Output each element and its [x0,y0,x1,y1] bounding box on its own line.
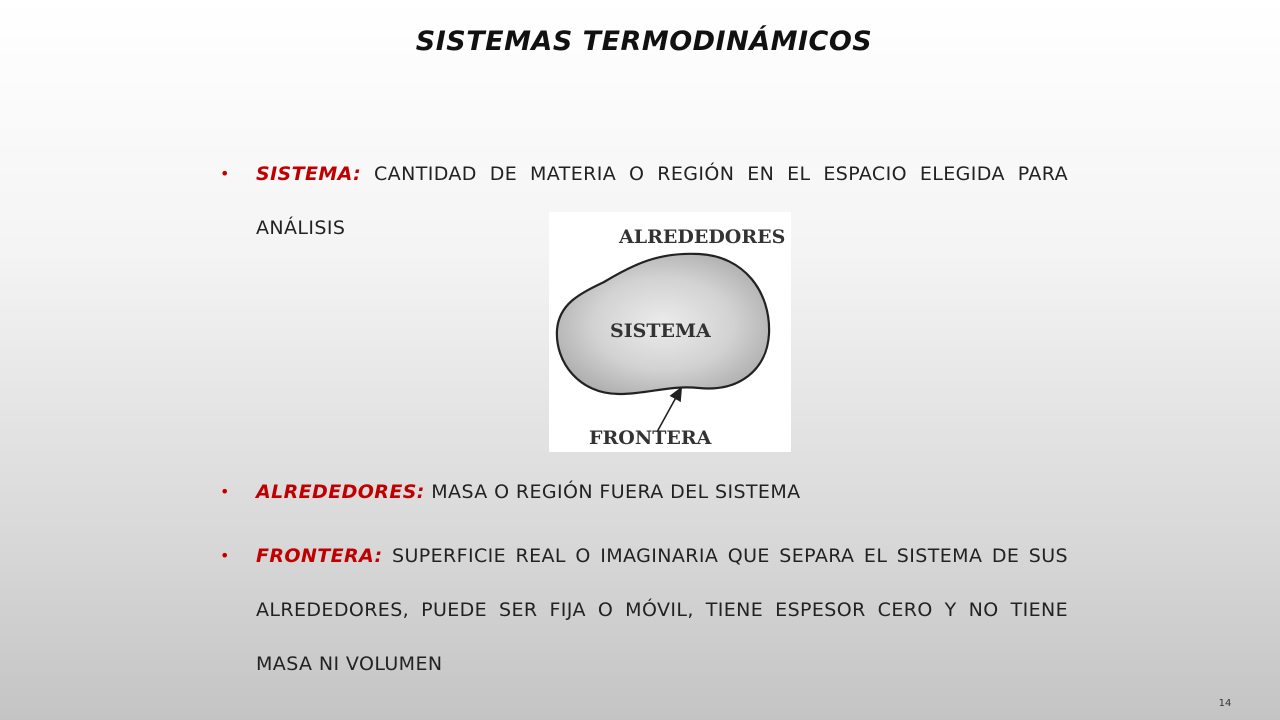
bullet-dot: • [220,482,230,501]
bullet-term: FRONTERA: [256,545,383,567]
page-number: 14 [1218,698,1232,709]
surroundings-label: ALREDEDORES [619,226,786,248]
boundary-label: FRONTERA [589,427,712,449]
bullet-frontera [220,529,1068,691]
boundary-arrow [657,392,679,432]
bullet-text: CANTIDAD DE MATERIA O REGIÓN EN EL ESPACIO ELEGIDA PARA ANÁLISIS [256,163,1068,239]
bullet-alrededores [220,465,1068,519]
system-diagram [549,212,791,452]
bullet-term: ALREDEDORES: [256,481,425,503]
bullet-text: SUPERFICIE REAL O IMAGINARIA QUE SEPARA EL SISTEMA DE SUS ALREDEDORES, PUEDE SER FIJA O MÓVIL, TIENE ESPESOR CERO Y NO TIENE MASA NI VOLUMEN [256,545,1068,675]
system-label: SISTEMA [610,320,711,342]
bullet-term: SISTEMA: [256,163,362,185]
slide-title: SISTEMAS TERMODINÁMICOS [415,26,873,57]
bullet-dot: • [220,164,230,183]
bullet-dot: • [220,546,230,565]
bullet-text: MASA O REGIÓN FUERA DEL SISTEMA [431,481,801,503]
